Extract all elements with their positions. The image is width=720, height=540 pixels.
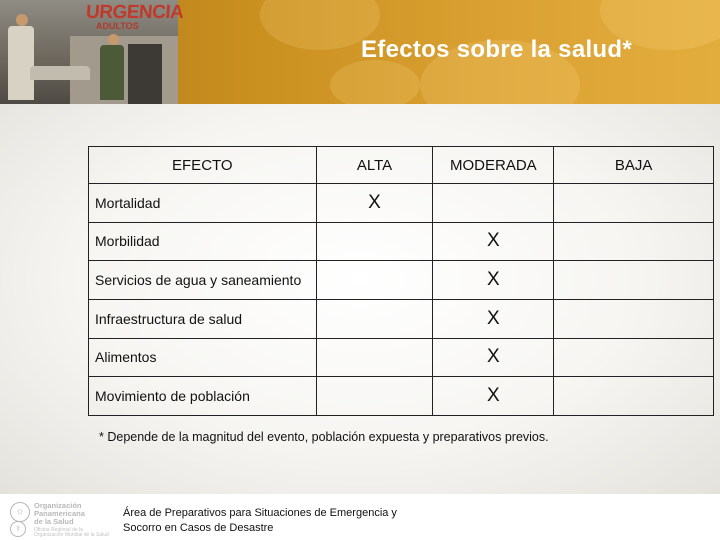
cell-baja — [554, 338, 714, 377]
row-label: Mortalidad — [89, 184, 317, 223]
effects-table — [88, 146, 714, 416]
cell-baja — [554, 299, 714, 338]
row-label: Morbilidad — [89, 222, 317, 261]
column-header-moderada: MODERADA — [433, 147, 554, 184]
cell-baja — [554, 184, 714, 223]
cell-alta — [316, 299, 433, 338]
cell-moderada — [433, 184, 554, 223]
row-label: Movimiento de población — [89, 377, 317, 416]
header-banner — [0, 0, 720, 104]
area-text-line-2: Socorro en Casos de Desastre — [123, 522, 274, 534]
cell-alta: X — [316, 184, 433, 223]
row-label: Infraestructura de salud — [89, 299, 317, 338]
who-emblem-icon: ⚕ — [10, 521, 26, 537]
photo-sign-sub: ADULTOS — [96, 21, 139, 31]
area-text — [123, 506, 397, 536]
table-row — [89, 299, 714, 338]
cell-moderada: X — [433, 377, 554, 416]
cell-baja — [554, 377, 714, 416]
table-row — [89, 261, 714, 300]
org-name: Organización Panamericana de la Salud — [34, 501, 85, 526]
table-row — [89, 184, 714, 223]
row-label: Servicios de agua y saneamiento — [89, 261, 317, 300]
column-header-efecto: EFECTO — [89, 147, 317, 184]
cell-moderada: X — [433, 338, 554, 377]
photo-sign: URGENCIA — [85, 2, 185, 23]
cell-alta — [316, 222, 433, 261]
column-header-baja: BAJA — [554, 147, 714, 184]
header-photo — [0, 0, 185, 104]
cell-baja — [554, 222, 714, 261]
table-row — [89, 338, 714, 377]
cell-alta — [316, 377, 433, 416]
row-label: Alimentos — [89, 338, 317, 377]
cell-alta — [316, 261, 433, 300]
table-header-row — [89, 147, 714, 184]
cell-baja — [554, 261, 714, 300]
table-row — [89, 377, 714, 416]
area-text-line-1: Área de Preparativos para Situaciones de Emergencia y — [123, 507, 397, 519]
page-title: Efectos sobre la salud* — [361, 36, 632, 63]
cell-alta — [316, 338, 433, 377]
table-row — [89, 222, 714, 261]
cell-moderada: X — [433, 299, 554, 338]
org-name-sub: Oficina Regional de la Organización Mundial de la Salud — [34, 527, 109, 538]
footnote: * Depende de la magnitud del evento, población expuesta y preparativos previos. — [99, 430, 549, 444]
paho-logo — [10, 502, 114, 536]
globe-icon: ☼ — [10, 502, 30, 522]
column-header-alta: ALTA — [316, 147, 433, 184]
cell-moderada: X — [433, 261, 554, 300]
cell-moderada: X — [433, 222, 554, 261]
